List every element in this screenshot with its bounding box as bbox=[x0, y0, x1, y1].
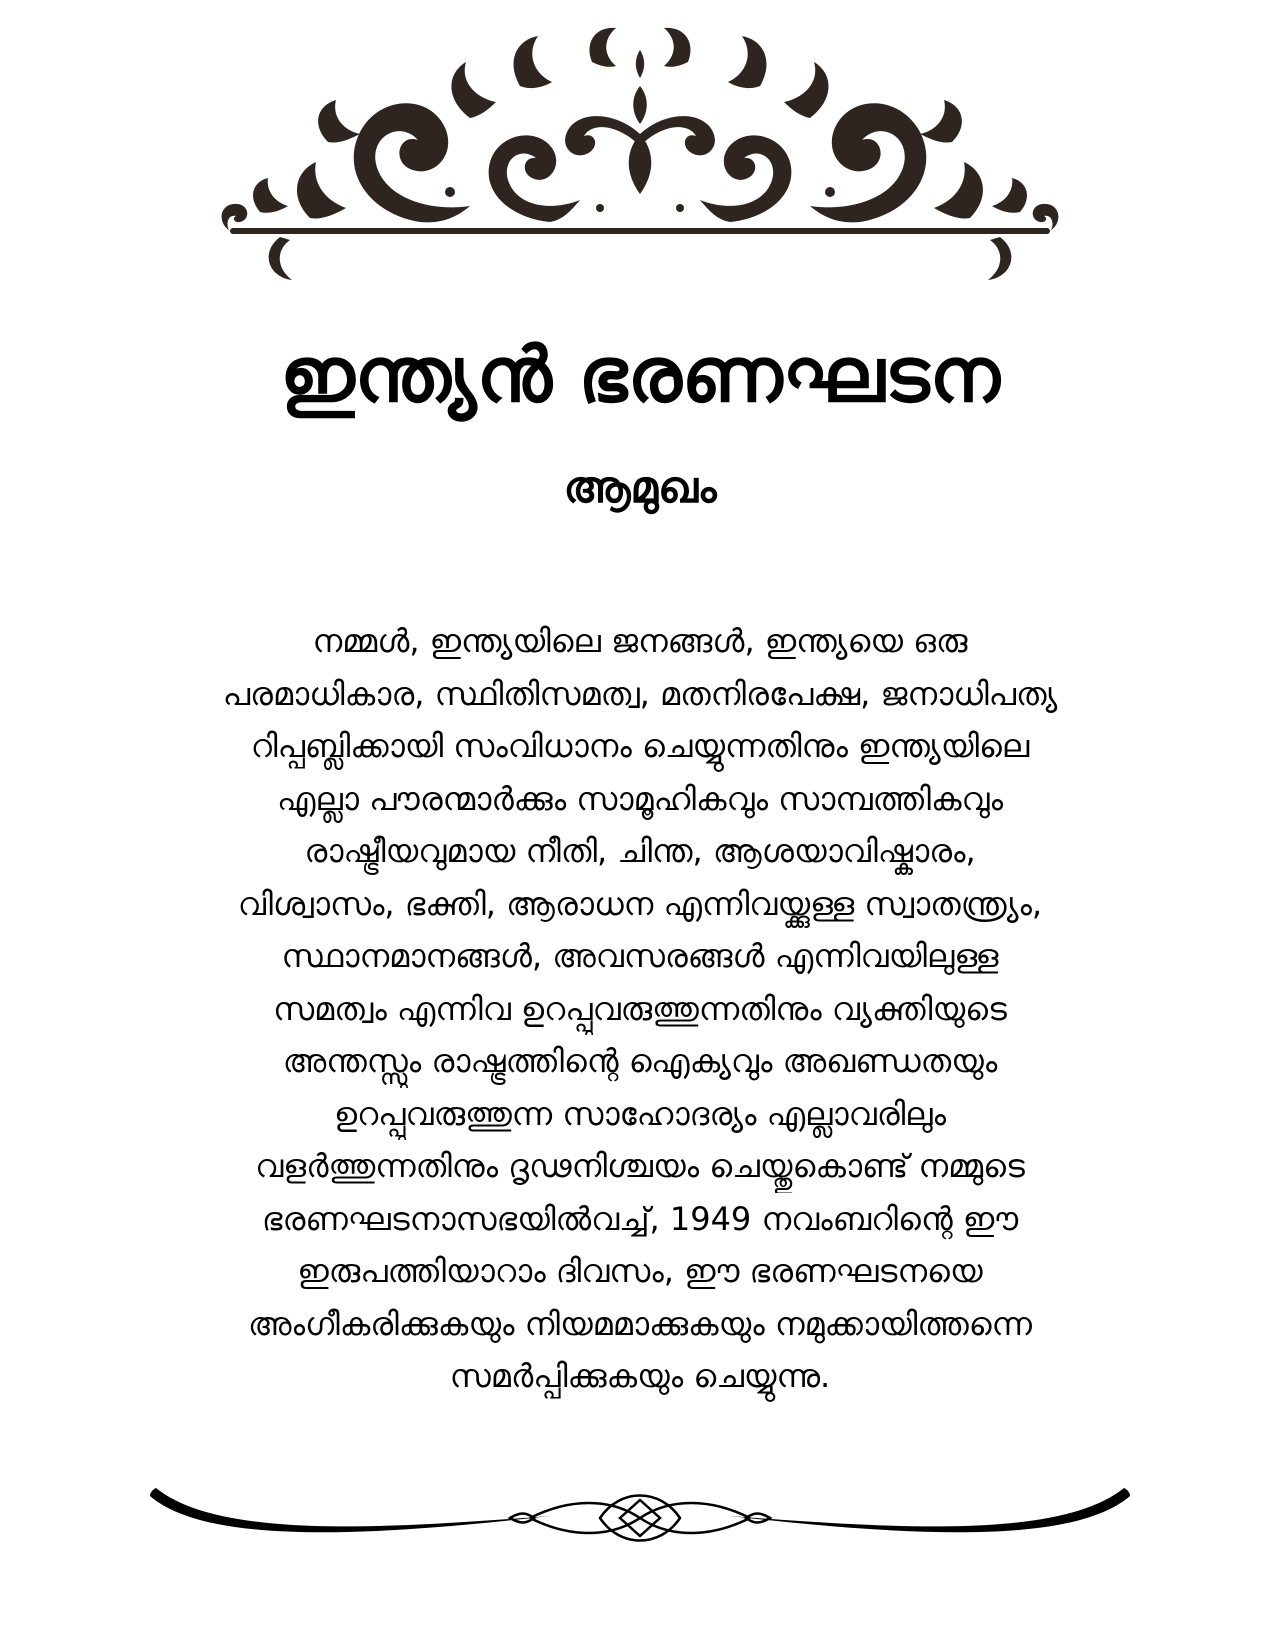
preamble-line: എല്ലാ പൗരന്മാർക്കും സാമൂഹികവും സാമ്പത്തികവും bbox=[276, 779, 1004, 818]
document-subtitle: ആമുഖം bbox=[563, 462, 717, 513]
preamble-line: അന്തസ്സും രാഷ്ട്രത്തിന്റെ ഐക്യവും അഖണ്ഡതയും bbox=[282, 1042, 998, 1080]
preamble-line: രാഷ്ട്രീയവുമായ നീതി, ചിന്ത, ആശയാവിഷ്കാരം, bbox=[304, 832, 976, 870]
preamble-line: പരമാധികാര, സ്ഥിതിസമത്വ, മതനിരപേക്ഷ, ജനാധിപത്യ bbox=[222, 674, 1058, 713]
preamble-line: സമത്വം എന്നിവ ഉറപ്പുവരുത്തുന്നതിനും വ്യക്തിയുടെ bbox=[273, 989, 1007, 1028]
preamble-line: സ്ഥാനമാനങ്ങൾ, അവസരങ്ങൾ എന്നിവയിലുള്ള bbox=[281, 937, 999, 975]
preamble-line: ഉറപ്പുവരുത്തുന്ന സാഹോദര്യം എല്ലാവരിലും bbox=[333, 1094, 947, 1133]
document-title: ഇന്ത്യൻ ഭരണഘടന bbox=[280, 330, 1000, 419]
preamble-line: വിശ്വാസം, ഭക്തി, ആരാധന എന്നിവയ്ക്കുള്ള സ്വാതന്ത്ര്യം, bbox=[237, 884, 1043, 923]
preamble-line: റിപ്പബ്ലിക്കായി സംവിധാനം ചെയ്യുന്നതിനും ഇന്ത്യയിലെ bbox=[250, 727, 1030, 765]
preamble-line: ഇരുപത്തിയാറാം ദിവസം, ഈ ഭരണഘടനയെ bbox=[297, 1252, 983, 1290]
flourish-divider-ornament bbox=[150, 1478, 1130, 1558]
preamble-line: നമ്മൾ, ഇന്ത്യയിലെ ജനങ്ങൾ, ഇന്ത്യയെ ഒരു bbox=[312, 622, 968, 660]
preamble-text bbox=[110, 615, 1170, 1403]
preamble-line: സമർപ്പിക്കുകയും ചെയ്യുന്നു. bbox=[449, 1357, 831, 1395]
preamble-line: ഭരണഘടനാസഭയിൽവച്ച്, 1949 നവംബറിന്റെ ഈ bbox=[261, 1199, 1019, 1238]
preamble-line: വളർത്തുന്നതിനും ദൃഢനിശ്ചയം ചെയ്തുകൊണ്ട് നമ്മുടെ bbox=[255, 1147, 1025, 1185]
preamble-line: അംഗീകരിക്കുകയും നിയമമാക്കുകയും നമുക്കായിത്തന്നെ bbox=[248, 1304, 1032, 1343]
flourish-header-ornament bbox=[220, 22, 1060, 302]
